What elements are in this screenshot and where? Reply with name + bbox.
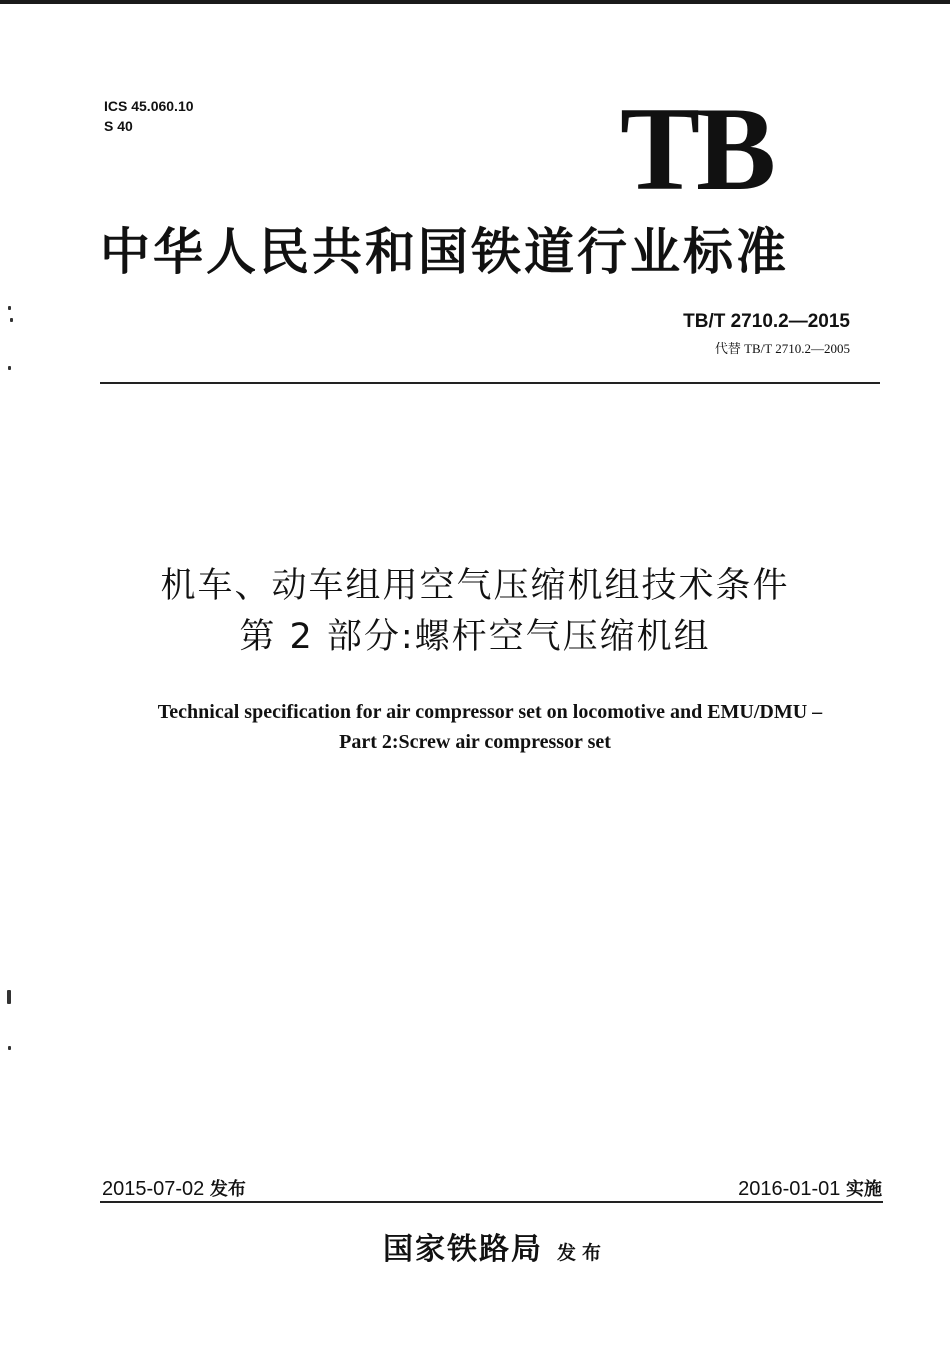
- implement-date-block: [738, 1176, 882, 1203]
- implement-date: 2016-01-01: [738, 1178, 841, 1200]
- title-cn-line1: 机车、动车组用空气压缩机组技术条件: [160, 566, 790, 606]
- title-cn-line2: 第 2 部分:螺杆空气压缩机组: [239, 617, 711, 657]
- top-border: [0, 0, 950, 4]
- scan-speck: [10, 318, 13, 322]
- standard-number: TB/T 2710.2—2015: [683, 311, 850, 332]
- publish-label: 发布: [209, 1179, 246, 1200]
- title-en-line2: Part 2:Screw air compressor set: [339, 731, 611, 753]
- publisher-name: 国家铁路局: [382, 1232, 543, 1267]
- scan-speck: [8, 306, 11, 310]
- ccs-code: S 40: [104, 118, 133, 134]
- publisher-issue-label: 发布: [556, 1242, 607, 1264]
- tb-logo: TB: [620, 82, 773, 215]
- ics-code: ICS 45.060.10: [104, 98, 194, 114]
- industry-standard-title: 中华人民共和国铁道行业标准: [100, 222, 789, 281]
- publisher-line: [0, 1228, 950, 1275]
- footer-divider: [100, 1201, 883, 1203]
- scan-speck: [7, 990, 11, 1004]
- classification-codes: [104, 96, 194, 136]
- publish-date-block: [102, 1176, 246, 1203]
- header-divider: [100, 382, 880, 384]
- scan-speck: [8, 1046, 11, 1050]
- implement-label: 实施: [846, 1179, 882, 1200]
- title-en-line1: Technical specification for air compressor set on locomotive and EMU/DMU –: [157, 701, 823, 723]
- publish-date: 2015-07-02: [102, 1178, 205, 1200]
- replaces-standard: 代替 TB/T 2710.2—2005: [714, 341, 850, 356]
- scan-speck: [8, 366, 11, 370]
